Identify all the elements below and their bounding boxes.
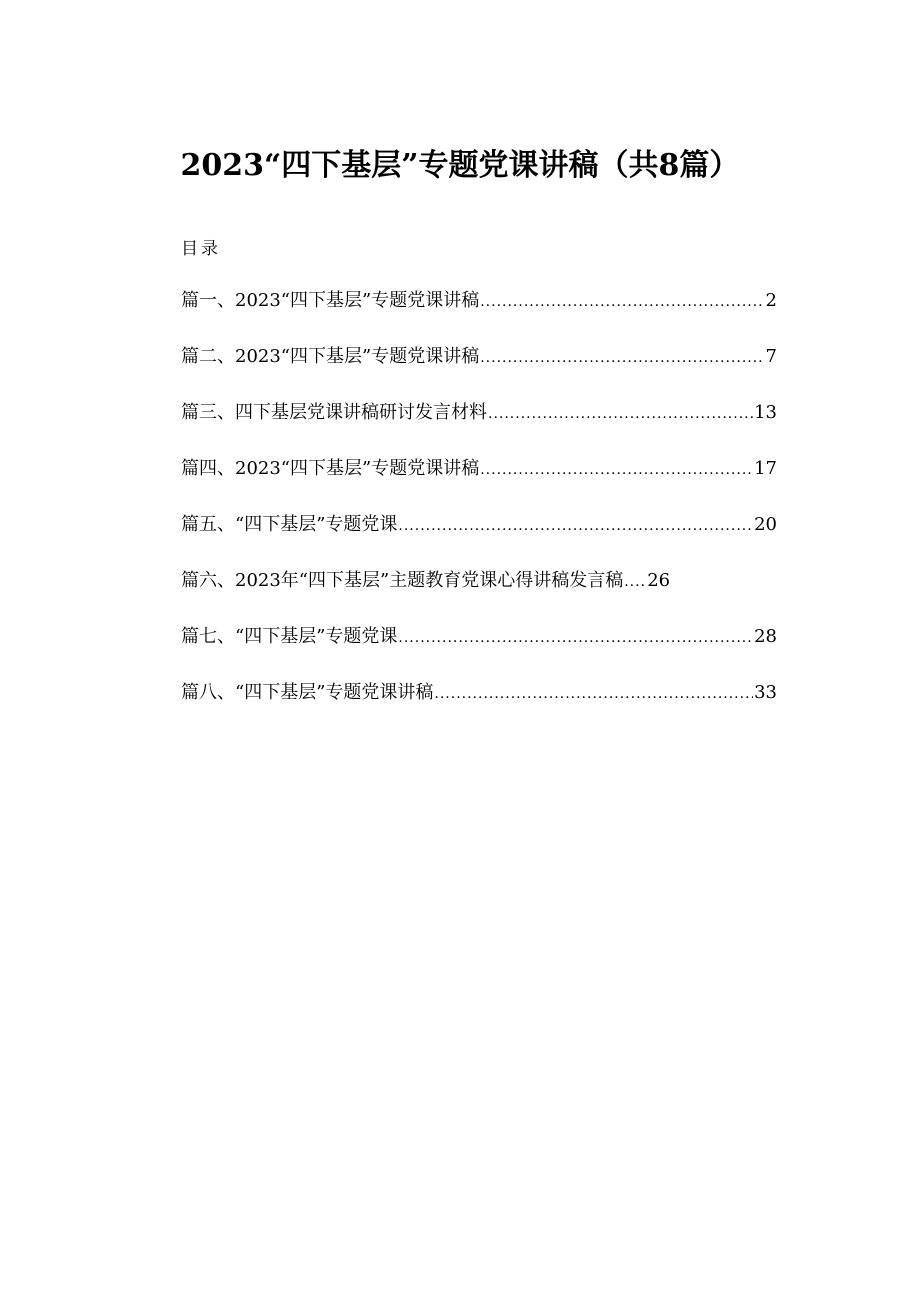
toc-page-number: 2 bbox=[765, 290, 777, 311]
toc-entry-label: 篇一、2023“四下基层”专题党课讲稿 bbox=[181, 290, 480, 311]
toc-entry-label: 篇五、“四下基层”专题党课 bbox=[181, 514, 398, 535]
toc-entry-label: 篇三、四下基层党课讲稿研讨发言材料 bbox=[181, 402, 487, 423]
toc-dot-leader bbox=[624, 566, 646, 598]
toc-entry-label: 篇八、“四下基层”专题党课讲稿 bbox=[181, 682, 434, 703]
toc-page-number: 33 bbox=[754, 682, 777, 703]
toc-entry-8[interactable] bbox=[181, 677, 777, 733]
table-of-contents bbox=[181, 285, 777, 733]
toc-entry-3[interactable] bbox=[181, 397, 777, 453]
toc-dot-leader bbox=[398, 622, 753, 654]
toc-page-number: 28 bbox=[754, 626, 777, 647]
toc-dot-leader bbox=[398, 510, 753, 542]
toc-entry-5[interactable] bbox=[181, 509, 777, 565]
toc-page-number: 13 bbox=[754, 402, 777, 423]
toc-entry-label: 篇六、2023年“四下基层”主题教育党课心得讲稿发言稿 bbox=[181, 570, 624, 591]
toc-dot-leader bbox=[480, 454, 753, 486]
toc-page-number: 20 bbox=[754, 514, 777, 535]
toc-entry-6[interactable] bbox=[181, 565, 777, 621]
toc-entry-7[interactable] bbox=[181, 621, 777, 677]
toc-entry-label: 篇四、2023“四下基层”专题党课讲稿 bbox=[181, 458, 480, 479]
toc-dot-leader bbox=[434, 678, 753, 710]
toc-entry-2[interactable] bbox=[181, 341, 777, 397]
toc-page-number: 26 bbox=[647, 570, 671, 591]
toc-heading: 目录 bbox=[181, 239, 221, 259]
toc-dot-leader bbox=[480, 286, 764, 318]
toc-entry-4[interactable] bbox=[181, 453, 777, 509]
toc-page-number: 7 bbox=[765, 346, 777, 367]
toc-entry-1[interactable] bbox=[181, 285, 777, 341]
toc-page-number: 17 bbox=[754, 458, 777, 479]
toc-dot-leader bbox=[480, 342, 764, 374]
toc-entry-label: 篇二、2023“四下基层”专题党课讲稿 bbox=[181, 346, 480, 367]
document-title: 2023“四下基层”专题党课讲稿（共8篇） bbox=[180, 148, 740, 183]
toc-dot-leader bbox=[488, 398, 753, 430]
toc-entry-label: 篇七、“四下基层”专题党课 bbox=[181, 626, 398, 647]
